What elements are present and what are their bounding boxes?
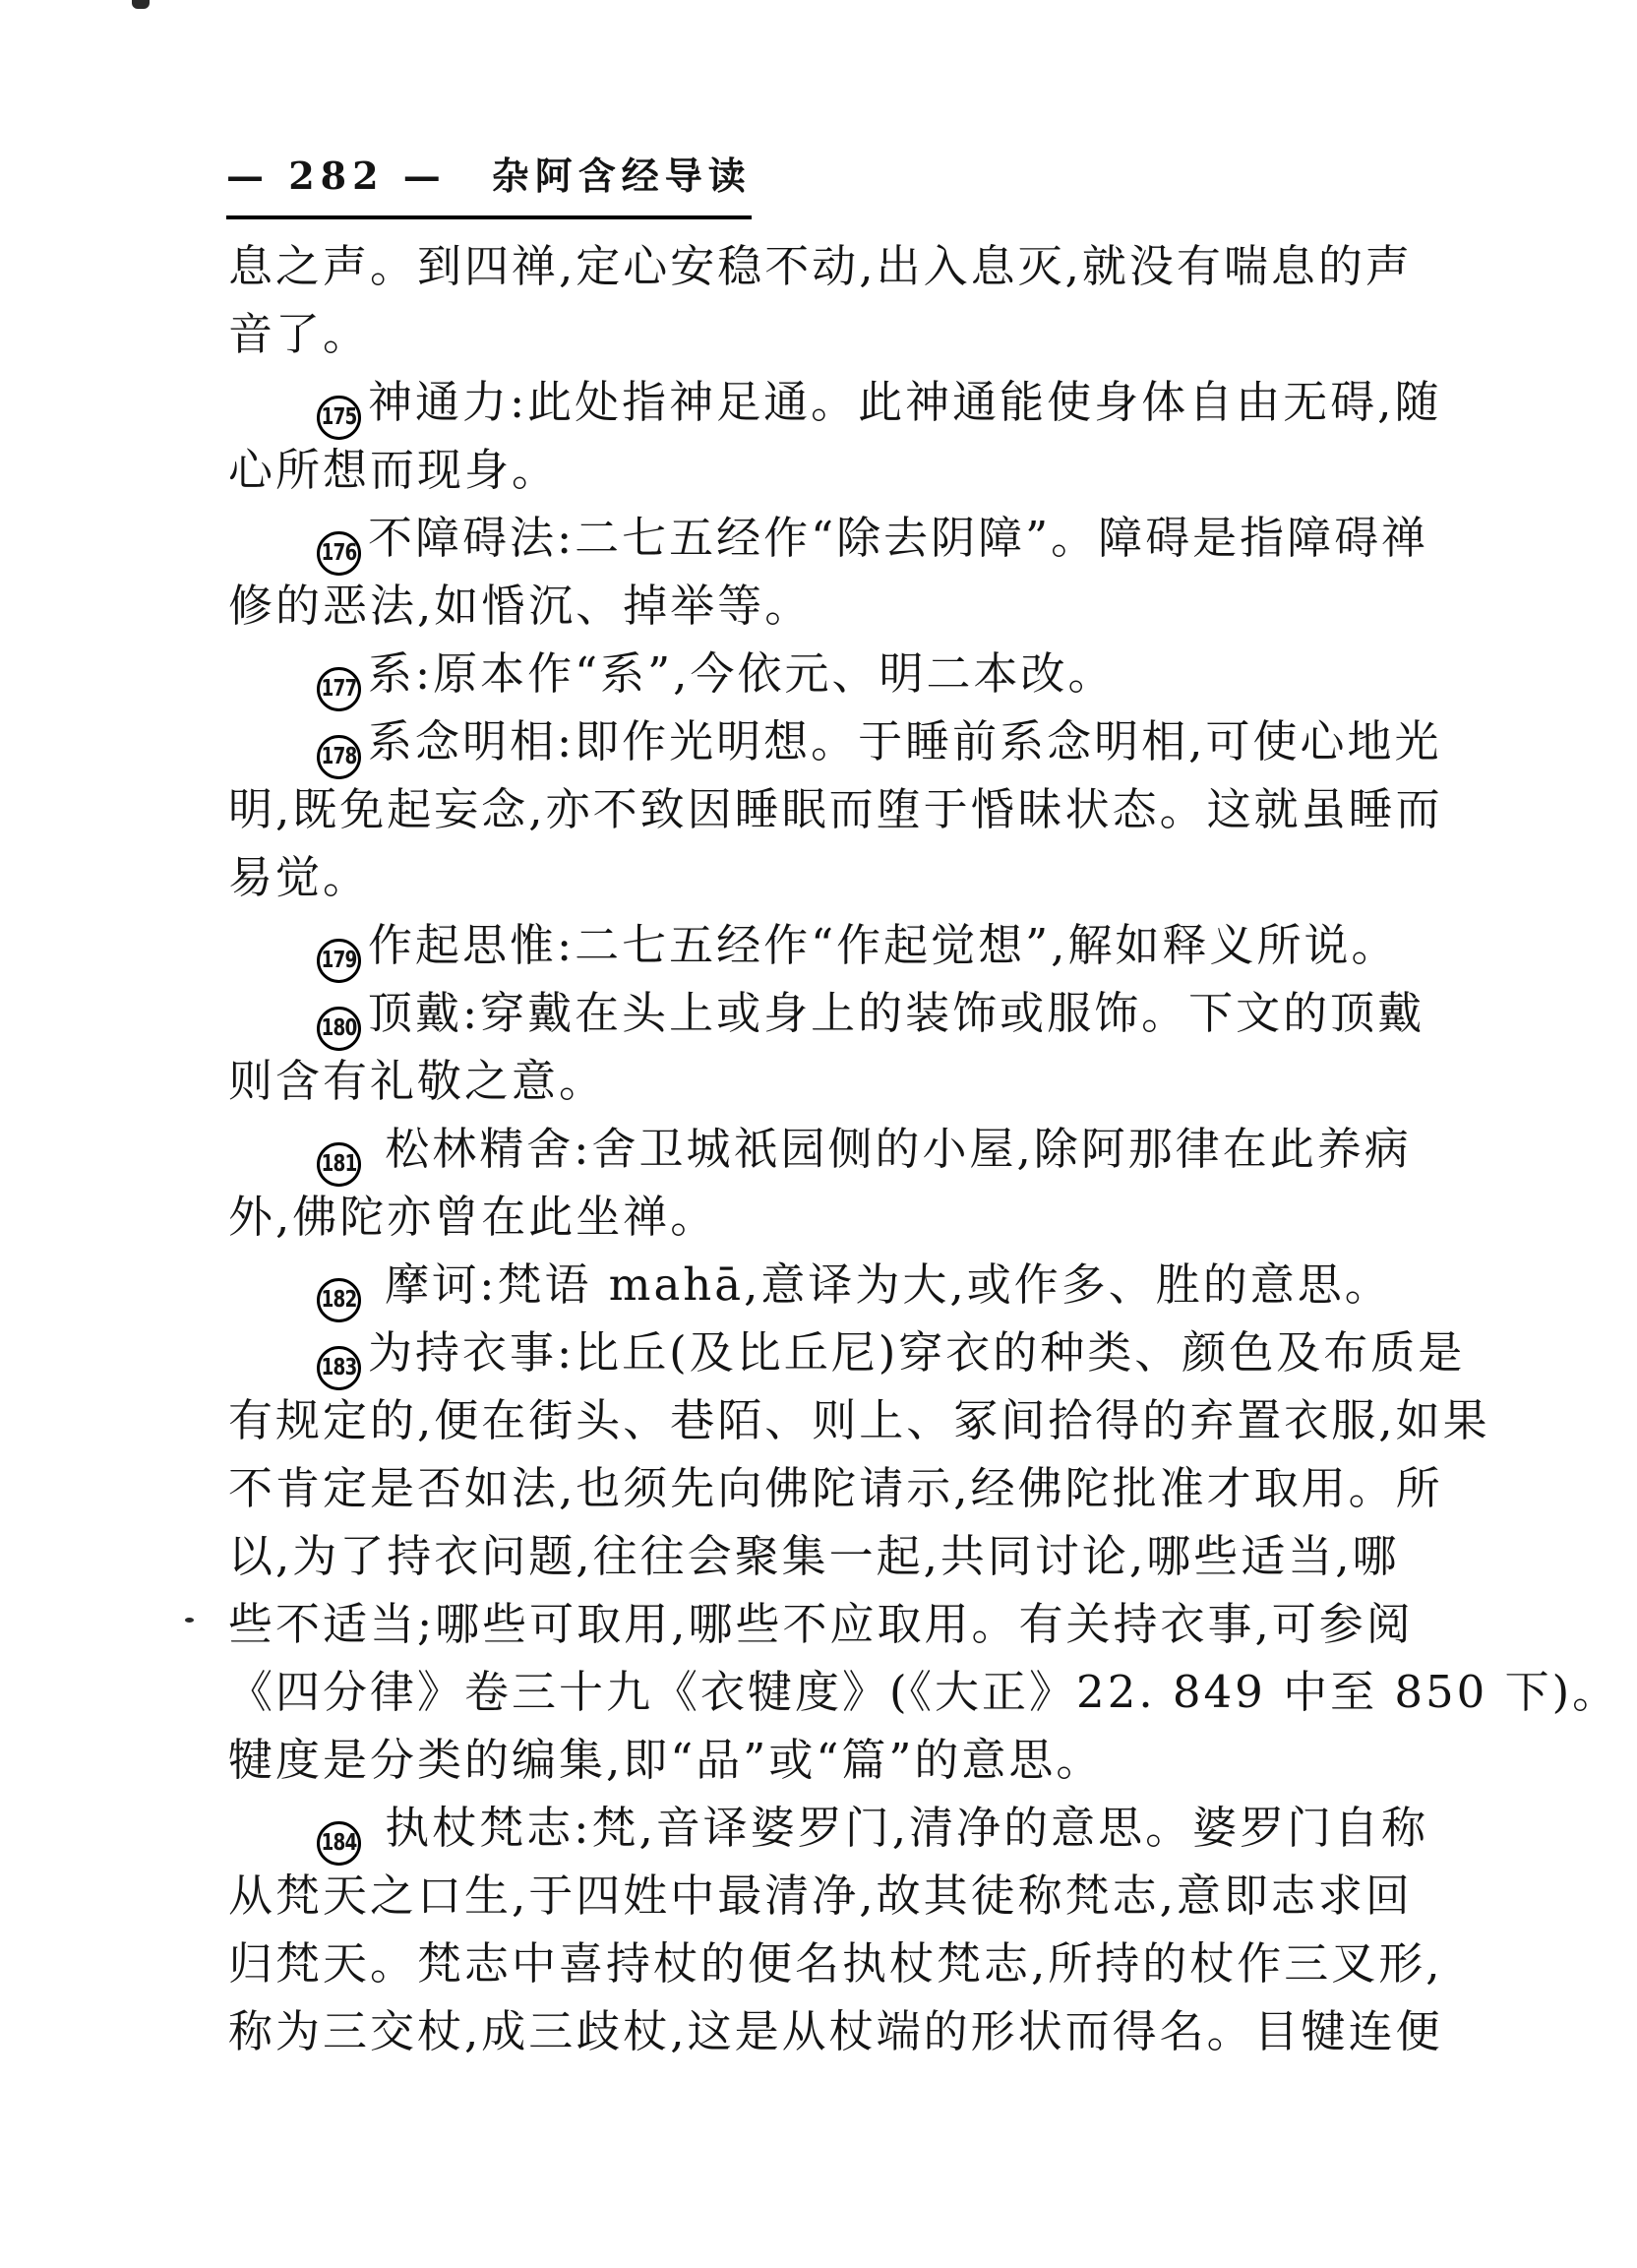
note-number: 181 [321, 1151, 357, 1177]
line-text: 心所想而现身。 [228, 444, 560, 496]
note-number-badge [317, 1821, 361, 1866]
text-line [228, 1047, 1497, 1115]
line-text: 有规定的,便在街头、巷陌、则上、冢间拾得的弃置衣服,如果 [228, 1394, 1490, 1446]
line-text: 不肯定是否如法,也须先向佛陀请示,经佛陀批准才取用。所 [228, 1462, 1443, 1514]
text-line [228, 1658, 1620, 1726]
line-text: 《四分律》卷三十九《衣犍度》(《大正》22. 849 中至 850 下)。 [228, 1666, 1620, 1718]
text-line [228, 232, 1497, 300]
text-line [228, 1794, 1497, 1862]
text-line [228, 1386, 1497, 1454]
note-number: 176 [321, 540, 357, 566]
text-line [228, 911, 1497, 979]
book-title: 杂阿含经导读 [491, 153, 752, 198]
text-line [228, 775, 1497, 843]
note-number-badge [317, 1346, 361, 1390]
note-number: 179 [321, 948, 357, 973]
text-line [228, 1115, 1497, 1183]
line-text: 神通力:此处指神足通。此神通能使身体自由无碍,随 [368, 376, 1442, 428]
note-number-badge [317, 735, 361, 779]
text-line [228, 1183, 1497, 1251]
text-line [228, 368, 1497, 436]
line-text: 不障碍法:二七五经作“除去阴障”。障碍是指障碍禅 [368, 512, 1429, 564]
note-number-badge [317, 531, 361, 576]
line-text: 松林精舍:舍卫城祇园侧的小屋,除阿那律在此养病 [368, 1123, 1412, 1175]
line-text: 些不适当;哪些可取用,哪些不应取用。有关持衣事,可参阅 [228, 1598, 1414, 1650]
line-text: 摩诃:梵语 mahā,意译为大,或作多、胜的意思。 [368, 1258, 1392, 1311]
text-line [228, 640, 1497, 707]
text-line [228, 1522, 1497, 1590]
line-text: 音了。 [228, 308, 371, 360]
note-number-badge [317, 939, 361, 983]
note-number: 178 [321, 744, 357, 769]
note-number: 183 [321, 1355, 357, 1380]
text-line [228, 1862, 1497, 1930]
line-text: 犍度是分类的编集,即“品”或“篇”的意思。 [228, 1734, 1104, 1786]
note-number-badge [317, 1142, 361, 1187]
scan-speck [185, 1618, 194, 1623]
text-line [228, 572, 1497, 640]
line-text: 顶戴:穿戴在头上或身上的装饰或服饰。下文的顶戴 [368, 987, 1425, 1039]
line-text: 作起思惟:二七五经作“作起觉想”,解如释义所说。 [368, 919, 1399, 971]
line-text: 以,为了持衣问题,往往会聚集一起,共同讨论,哪些适当,哪 [228, 1530, 1400, 1582]
note-number: 180 [321, 1015, 357, 1041]
text-line [228, 1726, 1497, 1794]
note-number-badge [317, 1278, 361, 1322]
page-body [228, 232, 1620, 2065]
text-line [228, 436, 1497, 504]
note-number: 177 [321, 676, 357, 702]
note-number: 184 [321, 1830, 357, 1856]
line-text: 明,既免起妄念,亦不致因睡眠而堕于惛昧状态。这就虽睡而 [228, 783, 1443, 835]
line-text: 归梵天。梵志中喜持杖的便名执杖梵志,所持的杖作三叉形, [228, 1937, 1443, 1990]
text-line [228, 1454, 1497, 1522]
note-number-badge [317, 1007, 361, 1051]
text-line [228, 1590, 1497, 1658]
note-number: 182 [321, 1287, 357, 1313]
line-text: 执杖梵志:梵,音译婆罗门,清净的意思。婆罗门自称 [368, 1802, 1429, 1854]
line-text: 为持衣事:比丘(及比丘尼)穿衣的种类、颜色及布质是 [368, 1326, 1466, 1379]
note-number-badge [317, 667, 361, 711]
text-line [228, 1930, 1497, 1997]
page-header [226, 146, 752, 219]
line-text: 系念明相:即作光明想。于睡前系念明相,可使心地光 [368, 715, 1442, 767]
page-number: — 282 — [226, 153, 447, 198]
line-text: 则含有礼敬之意。 [228, 1055, 607, 1107]
text-line [228, 300, 1497, 368]
note-number: 175 [321, 404, 357, 430]
line-text: 系:原本作“系”,今依元、明二本改。 [368, 647, 1116, 700]
line-text: 易觉。 [228, 851, 371, 903]
line-text: 从梵天之口生,于四姓中最清净,故其徒称梵志,意即志求回 [228, 1870, 1413, 1922]
text-line [228, 1318, 1497, 1386]
scan-artifact-top [132, 0, 150, 9]
text-line [228, 707, 1497, 775]
line-text: 息之声。到四禅,定心安稳不动,出入息灭,就没有喘息的声 [228, 240, 1413, 292]
line-text: 修的恶法,如惛沉、掉举等。 [228, 580, 813, 632]
note-number-badge [317, 396, 361, 440]
text-line [228, 843, 1497, 911]
text-line [228, 979, 1497, 1047]
text-line [228, 1997, 1497, 2065]
line-text: 称为三交杖,成三歧杖,这是从杖端的形状而得名。目犍连便 [228, 2005, 1443, 2057]
text-line [228, 1251, 1497, 1318]
text-line [228, 504, 1497, 572]
line-text: 外,佛陀亦曾在此坐禅。 [228, 1191, 718, 1243]
